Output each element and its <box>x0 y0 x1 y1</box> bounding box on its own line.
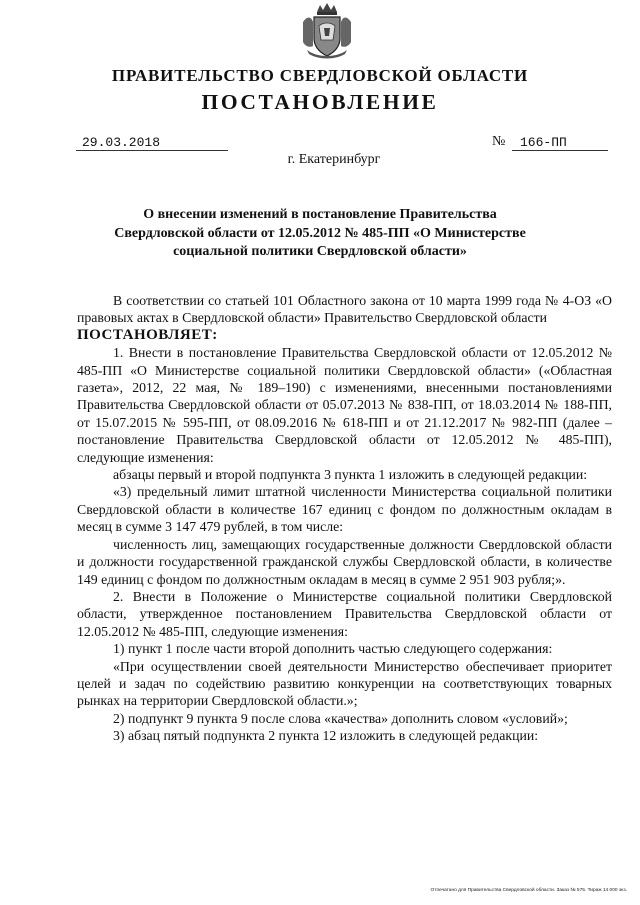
document-body <box>77 292 612 745</box>
body-paragraph: 1. Внести в постановление Правительства Свердловской области от 12.05.2012 № 485-ПП «О Министерстве социальной политики Свердловской области» («Областная газета», 2012, 22 мая, № 189–190) с изменениями, внесенными постановлениями Правительства Свердловской области от 05.07.2013 № 838-ПП, от 18.03.2014 № 188-ПП, от 15.07.2015 № 595-ПП, от 08.09.2016 № 618-ПП и от 21.12.2017 № 982-ПП (далее – постановление Правительства Свердловской области от 12.05.2012 № 485-ПП), следующие изменения: <box>77 345 612 465</box>
body-paragraph: 2. Внести в Положение о Министерстве социальной политики Свердловской области, утвержденное постановлением Правительства Свердловской области от 12.05.2012 № 485-ПП, следующие изменения: <box>77 588 612 639</box>
resolves-heading: ПОСТАНОВЛЯЕТ: <box>77 326 218 343</box>
document-type: ПОСТАНОВЛЕНИЕ <box>201 90 439 114</box>
city: г. Екатеринбург <box>287 152 381 167</box>
decree-title <box>100 206 540 262</box>
decree-number: 166-ПП <box>512 134 608 151</box>
body-paragraph: численность лиц, замещающих государственные должности Свердловской области и должности государственной гражданской службы Свердловской области, в количестве 149 единиц с фондом по должностным окладам в месяц в сумме 2 951 903 рубля;». <box>77 536 612 587</box>
government-name: ПРАВИТЕЛЬСТВО СВЕРДЛОВСКОЙ ОБЛАСТИ <box>111 66 529 85</box>
body-paragraph: 3) абзац пятый подпункта 2 пункта 12 изложить в следующей редакции: <box>113 728 539 744</box>
number-sign: № <box>492 134 506 149</box>
body-paragraph: абзацы первый и второй подпункта 3 пункта 1 изложить в следующей редакции: <box>113 467 588 483</box>
title-line: О внесении изменений в постановление Правительства <box>143 207 497 222</box>
title-line: Свердловской области от 12.05.2012 № 485-ПП «О Министерстве <box>114 225 526 241</box>
body-paragraph: 2) подпункт 9 пункта 9 после слова «качества» дополнить словом «условий»; <box>113 710 568 726</box>
print-note: Отпечатано для Правительства Свердловской области. Заказ № 575. Тираж 14 000 экз. <box>430 888 627 893</box>
preamble-paragraph: В соответствии со статьей 101 Областного закона от 10 марта 1999 года № 4-ОЗ «О правовых актах в Свердловской области» Правительство Свердловской области <box>77 293 612 326</box>
decree-date: 29.03.2018 <box>76 134 228 151</box>
title-line: социальной политики Свердловской области» <box>173 244 467 259</box>
body-paragraph: «3) предельный лимит штатной численности Министерства социальной политики Свердловской области в количестве 167 единиц с фондом по должностным окладам в месяц в сумме 3 147 479 рублей, в том числе: <box>77 484 612 535</box>
coat-of-arms-icon <box>299 2 355 60</box>
body-paragraph: «При осуществлении своей деятельности Министерство обеспечивает приоритет целей и задач по содействию развитию конкуренции на соответствующих товарных рынках на территории Свердловской области.»; <box>77 658 612 709</box>
body-paragraph: 1) пункт 1 после части второй дополнить частью следующего содержания: <box>113 641 553 657</box>
